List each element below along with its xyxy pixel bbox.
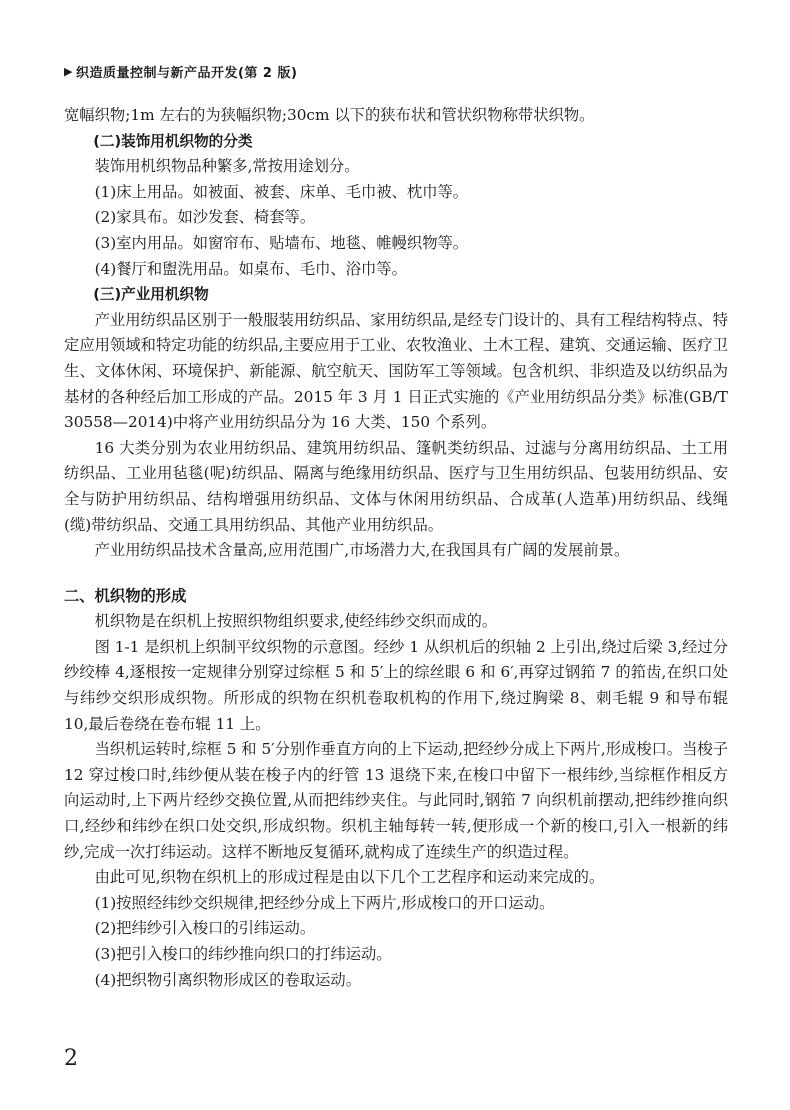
page-number: 2: [64, 1046, 78, 1071]
body-paragraph: (3)把引入梭口的纬纱推向织口的打纬运动。: [94, 945, 392, 963]
body-paragraph: 16 大类分别为农业用纺织品、建筑用纺织品、篷帆类纺织品、过滤与分离用纺织品、土工用纺织品、工业用毡毯(呢)纺织品、隔离与绝缘用纺织品、医疗与卫生用纺织品、包装用纺织品、安全与防护用纺织品、结构增强用纺织品、文体与休闲用纺织品、合成革(人造革)用纺织品、线绳(缆)带纺织品、交通工具用纺织品、其他产业用纺织品。: [64, 438, 728, 534]
body-paragraph: 宽幅织物;1m 左右的为狭幅织物;30cm 以下的狭布状和管状织物称带状织物。: [64, 106, 595, 124]
body-paragraph: 图 1-1 是织机上织制平纹织物的示意图。经纱 1 从织机后的织轴 2 上引出,绕过后梁 3,经过分纱绞棒 4,逐根按一定规律分别穿过综框 5 和 5′上的综丝眼 6 和 6′,再穿过钢筘 7 的筘齿,在织口处与纬纱交织形成织物。所形成的织物在织机卷取机构的作用下,绕过胸梁 8、刺毛辊 9 和导布辊 10,最后卷绕在卷布辊 11 上。: [64, 637, 728, 733]
body-paragraph: (2)家具布。如沙发套、椅套等。: [94, 208, 316, 227]
triangle-marker-icon: ▶: [64, 65, 73, 78]
header-title: 织造质量控制与新产品开发(第 2 版): [75, 66, 298, 81]
section-heading: 二、机织物的形成: [64, 586, 187, 605]
body-paragraph: 装饰用机织物品种繁多,常按用途划分。: [94, 157, 360, 176]
body-paragraph: (3)室内用品。如窗帘布、贴墙布、地毯、帷幔织物等。: [94, 233, 469, 252]
body-paragraph: (4)餐厅和盥洗用品。如桌布、毛巾、浴巾等。: [94, 259, 407, 278]
subsection-heading: (三)产业用机织物: [93, 286, 209, 304]
page-body: [64, 103, 728, 993]
subsection-heading: (二)装饰用机织物的分类: [93, 132, 253, 150]
running-header: [64, 62, 297, 81]
body-paragraph: (1)按照经纬纱交织规律,把经纱分成上下两片,形成梭口的开口运动。: [94, 893, 555, 912]
body-paragraph: 产业用纺织品区别于一般服装用纺织品、家用纺织品,是经专门设计的、具有工程结构特点、特定应用领域和特定功能的纺织品,主要应用于工业、农牧渔业、土木工程、建筑、交通运输、医疗卫生、文体休闲、环境保护、新能源、航空航天、国防军工等领域。包含机织、非织造及以纺织品为基材的各种经后加工形成的产品。2015 年 3 月 1 日正式实施的《产业用纺织品分类》标准(GB/T 30558—2014)中将产业用纺织品分为 16 大类、150 个系列。: [64, 310, 728, 432]
body-paragraph: 机织物是在织机上按照织物组织要求,使经纬纱交织而成的。: [94, 612, 498, 631]
body-paragraph: 由此可见,织物在织机上的形成过程是由以下几个工艺程序和运动来完成的。: [94, 868, 605, 887]
body-paragraph: (2)把纬纱引入梭口的引纬运动。: [94, 919, 316, 938]
body-paragraph: 产业用纺织品技术含量高,应用范围广,市场潜力大,在我国具有广阔的发展前景。: [94, 541, 630, 560]
body-paragraph: 当织机运转时,综框 5 和 5′分别作垂直方向的上下运动,把经纱分成上下两片,形成梭口。当梭子 12 穿过梭口时,纬纱便从装在梭子内的纡管 13 退绕下来,在梭口中留下一根纬纱,当综框作相反方向运动时,上下两片经纱交换位置,从而把纬纱夹住。与此同时,钢筘 7 向织机前摆动,把纬纱推向织口,经纱和纬纱在织口处交织,形成织物。织机主轴每转一转,便形成一个新的梭口,引入一根新的纬纱,完成一次打纬运动。这样不断地反复循环,就构成了连续生产的织造过程。: [64, 740, 728, 861]
body-paragraph: (4)把织物引离织物形成区的卷取运动。: [94, 970, 362, 989]
body-paragraph: (1)床上用品。如被面、被套、床单、毛巾被、枕巾等。: [94, 182, 469, 201]
